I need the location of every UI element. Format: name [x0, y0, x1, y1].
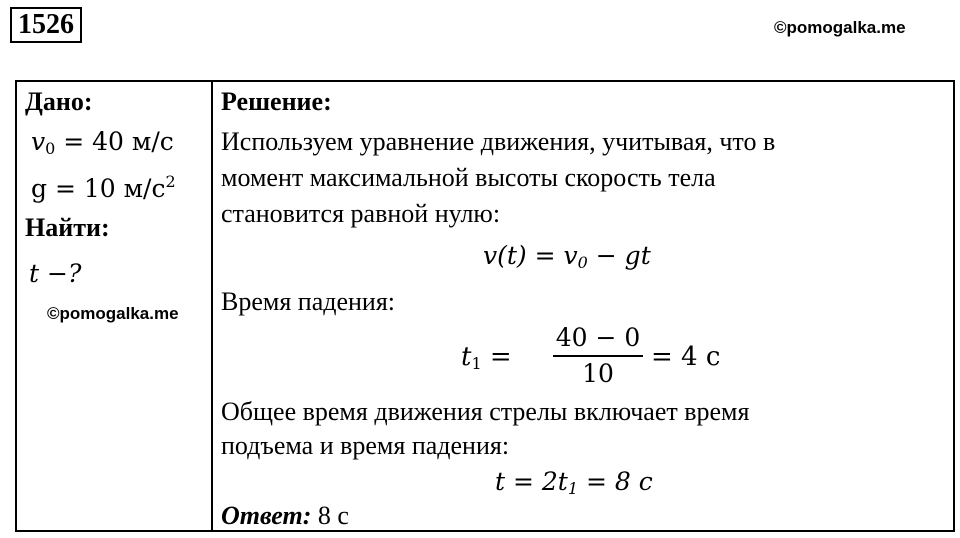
eq1-subscript: 0: [577, 253, 588, 272]
eq2-lhs: [461, 341, 512, 380]
find-line: t −?: [29, 259, 82, 288]
solution-text-line-5: подъема и время падения:: [221, 431, 510, 460]
eq1-part-b: − gt: [587, 241, 651, 270]
eq2-lhs-symbol: t: [461, 342, 472, 372]
eq2-equals: =: [481, 342, 512, 372]
fraction-numerator: 40 − 0: [555, 323, 641, 352]
eq3-subscript: 1: [567, 479, 579, 498]
answer-line: [221, 500, 349, 532]
given-title: Дано:: [25, 87, 93, 116]
eq3-part-a: t = 2t: [495, 467, 568, 496]
eq1-part-a: v(t) = v: [483, 241, 578, 270]
v0-subscript: 0: [45, 139, 56, 158]
answer-label: Ответ:: [221, 501, 312, 530]
fraction: [553, 322, 643, 390]
solution-text-line-4: Общее время движения стрелы включает время: [221, 397, 750, 426]
given-v0: [31, 126, 174, 165]
solution-table: [15, 80, 955, 532]
problem-number: 1526: [10, 7, 82, 43]
answer-value: 8 с: [311, 501, 349, 530]
v0-symbol: v: [31, 127, 46, 156]
find-title: Найти:: [25, 213, 110, 242]
v0-value: = 40 м/с: [55, 127, 174, 156]
fraction-denominator: 10: [582, 359, 614, 388]
solution-title: Решение:: [221, 87, 332, 116]
g-value: g = 10 м/с: [31, 174, 166, 203]
solution-column: [213, 82, 953, 530]
solution-text-line-2: момент максимальной высоты скорость тела: [221, 163, 716, 192]
eq2-lhs-subscript: 1: [471, 354, 482, 373]
given-g: [31, 166, 176, 205]
given-column: [17, 82, 213, 530]
fraction-bar: [553, 355, 643, 357]
g-superscript: 2: [165, 172, 176, 191]
solution-text-fall-time: Время падения:: [221, 287, 396, 316]
eq3-part-b: = 8 с: [578, 467, 653, 496]
solution-text-line-1: Используем уравнение движения, учитывая, что в: [221, 127, 776, 156]
eq2-rhs: = 4 с: [651, 342, 721, 372]
equation-total-time: [495, 466, 653, 505]
watermark-top: ©pomogalka.me: [774, 18, 906, 37]
watermark-middle: ©pomogalka.me: [47, 304, 179, 323]
equation-velocity: [483, 240, 651, 279]
solution-text-line-3: становится равной нулю:: [221, 199, 501, 228]
